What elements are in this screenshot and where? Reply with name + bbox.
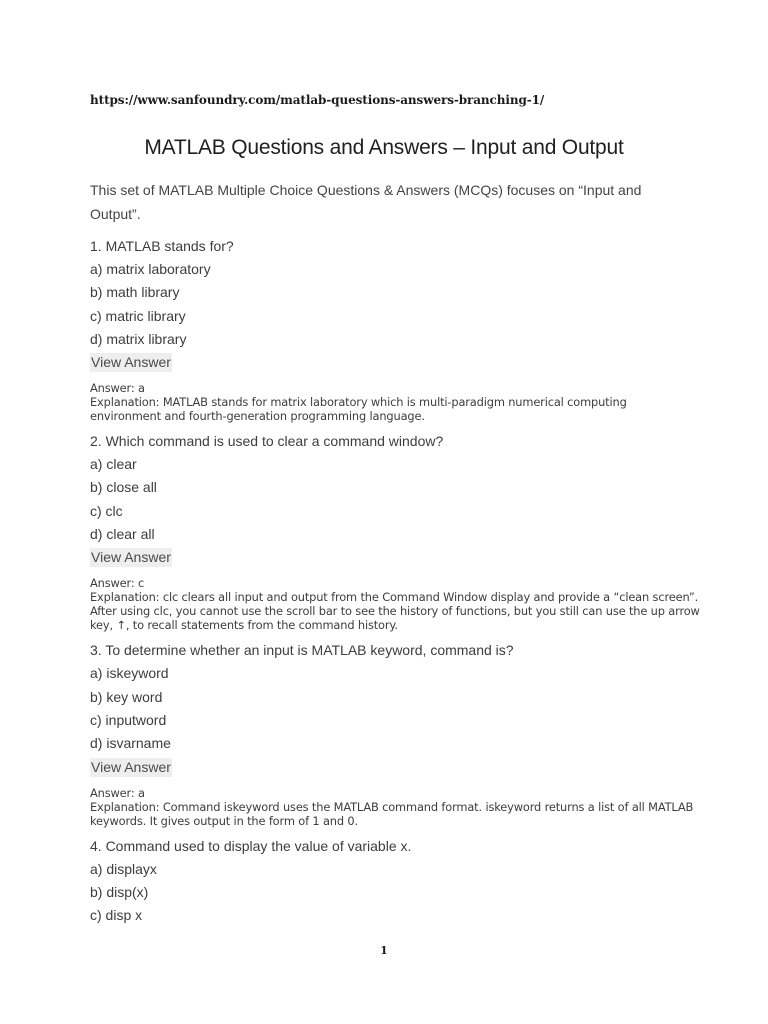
- question-list: [90, 235, 700, 927]
- explanation-text: Explanation: clc clears all input and output from the Command Window display and provide a “clean screen”. After using clc, you cannot use the scroll bar to see the history of functions, but you still can use the up arrow key, ↑, to recall statements from the command history.: [90, 590, 700, 633]
- page-number: 1: [380, 944, 388, 957]
- answer-text: Answer: c: [90, 576, 145, 591]
- explanation-text: Explanation: MATLAB stands for matrix laboratory which is multi-paradigm numerical computing environment and fourth-generation programming language.: [90, 395, 627, 424]
- question-text: 4. Command used to display the value of variable x.: [90, 837, 412, 854]
- question-block-1: [90, 235, 700, 423]
- intro-paragraph: This set of MATLAB Multiple Choice Questions & Answers (MCQs) focuses on “Input and Output”.: [90, 182, 642, 222]
- question-text: 1. MATLAB stands for?: [90, 238, 234, 254]
- option-c: c) disp x: [90, 907, 143, 924]
- option-a: a) matrix laboratory: [90, 261, 211, 277]
- option-c: c) matric library: [90, 307, 186, 324]
- option-b: b) close all: [90, 479, 157, 496]
- answer-text: Answer: a: [90, 785, 145, 800]
- view-answer-button[interactable]: View Answer: [91, 549, 171, 566]
- page-title: MATLAB Questions and Answers – Input and Output: [144, 136, 624, 159]
- option-b: b) key word: [90, 688, 163, 705]
- option-a: a) displayx: [90, 860, 157, 877]
- view-answer-button[interactable]: View Answer: [91, 354, 171, 371]
- option-c: c) inputword: [90, 711, 167, 728]
- question-text: 2. Which command is used to clear a command window?: [90, 433, 444, 450]
- source-url: https://www.sanfoundry.com/matlab-questions-answers-branching-1/: [90, 93, 545, 107]
- option-c: c) clc: [90, 502, 123, 519]
- option-b: b) math library: [90, 284, 180, 301]
- question-block-2: [90, 430, 700, 632]
- question-block-4: [90, 835, 700, 928]
- option-d: d) clear all: [90, 526, 155, 543]
- option-a: a) iskeyword: [90, 665, 169, 682]
- answer-text: Answer: a: [90, 381, 145, 396]
- option-a: a) clear: [90, 456, 137, 473]
- option-d: d) matrix library: [90, 330, 187, 347]
- view-answer-button[interactable]: View Answer: [91, 758, 171, 775]
- question-block-3: [90, 639, 700, 827]
- option-b: b) disp(x): [90, 883, 149, 900]
- option-d: d) isvarname: [90, 735, 171, 752]
- question-text: 3. To determine whether an input is MATLAB keyword, command is?: [90, 642, 514, 659]
- explanation-text: Explanation: Command iskeyword uses the MATLAB command format. iskeyword returns a list of all MATLAB keywords. It gives output in the form of 1 and 0.: [90, 799, 694, 828]
